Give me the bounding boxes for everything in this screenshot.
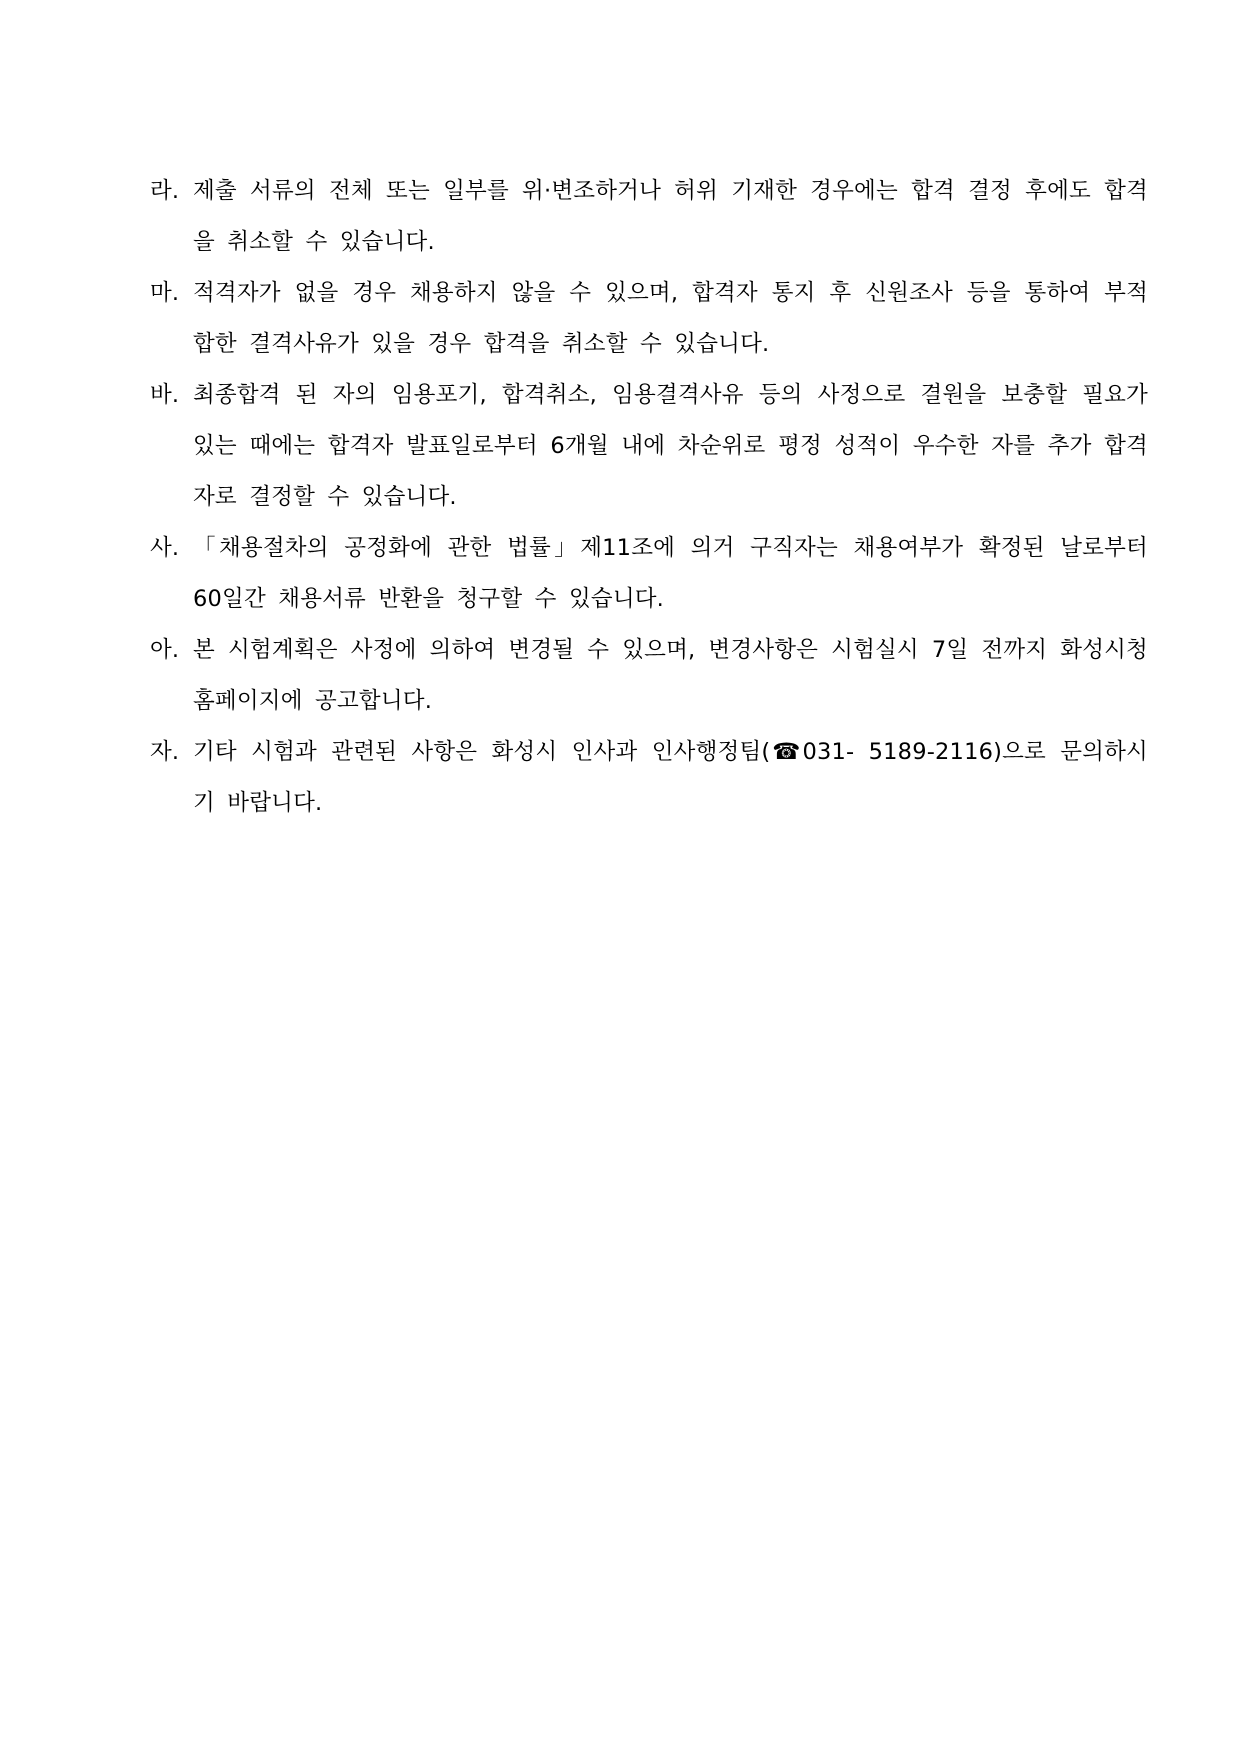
notice-item-sa [150,523,1148,625]
item-text: 기타 시험과 관련된 사항은 화성시 인사과 인사행정팀(☎031- 5189-2116)으로 문의하시기 바랍니다. [193,739,1148,816]
item-text: 적격자가 없을 경우 채용하지 않을 수 있으며, 합격자 통지 후 신원조사 등을 통하여 부적합한 결격사유가 있을 경우 합격을 취소할 수 있습니다. [193,280,1148,357]
notice-item-ma [150,268,1148,370]
notice-item-ja [150,727,1148,829]
item-marker: 바. [150,382,180,408]
item-marker: 라. [150,178,180,204]
notice-item-ba [150,370,1148,523]
item-text: 본 시험계획은 사정에 의하여 변경될 수 있으며, 변경사항은 시험실시 7일 전까지 화성시청 홈페이지에 공고합니다. [193,637,1148,714]
item-marker: 아. [150,637,180,663]
notice-list [150,166,1148,829]
item-text: 제출 서류의 전체 또는 일부를 위·변조하거나 허위 기재한 경우에는 합격 결정 후에도 합격을 취소할 수 있습니다. [193,178,1148,255]
notice-item-ra [150,166,1148,268]
item-marker: 마. [150,280,180,306]
item-text: 최종합격 된 자의 임용포기, 합격취소, 임용결격사유 등의 사정으로 결원을 보충할 필요가 있는 때에는 합격자 발표일로부터 6개월 내에 차순위로 평정 성적이 우수한 자를 추가 합격자로 결정할 수 있습니다. [193,382,1148,510]
item-marker: 자. [150,739,180,765]
notice-item-a [150,625,1148,727]
item-text: 「채용절차의 공정화에 관한 법률」제11조에 의거 구직자는 채용여부가 확정된 날로부터 60일간 채용서류 반환을 청구할 수 있습니다. [193,535,1148,612]
item-marker: 사. [150,535,180,561]
